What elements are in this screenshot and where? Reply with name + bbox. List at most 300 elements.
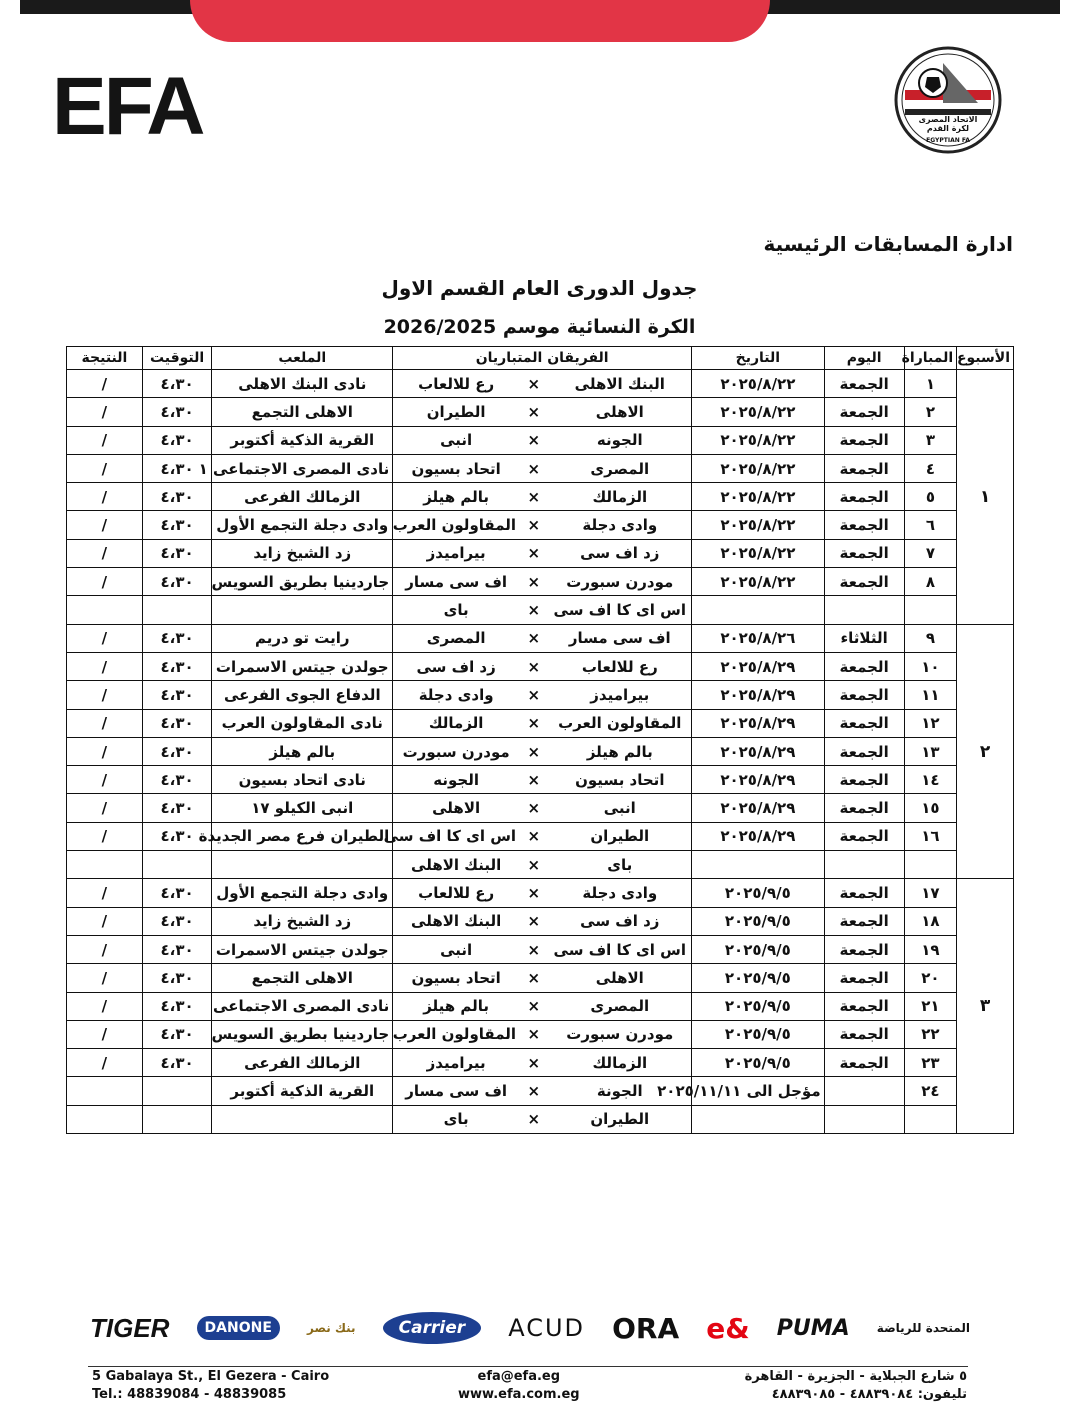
away-team-cell: اف سى مسار — [393, 568, 519, 596]
home-team-cell: الجونه — [548, 426, 691, 454]
away-team-cell: بالم هيلز — [393, 483, 519, 511]
date-cell — [692, 596, 825, 624]
date-cell: ٢٠٢٥/٨/٢٢ — [692, 454, 825, 482]
home-team-cell: باى — [548, 851, 691, 879]
table-row — [67, 879, 1014, 907]
versus-cell: × — [519, 709, 548, 737]
stadium-cell: بالم هيلز — [212, 737, 393, 765]
versus-cell: × — [519, 1105, 548, 1133]
result-cell: / — [67, 483, 143, 511]
versus-cell: × — [519, 964, 548, 992]
footer-website[interactable]: www.efa.com.eg — [458, 1387, 580, 1402]
result-cell: / — [67, 822, 143, 850]
time-cell: ٤،٣٠ — [142, 454, 211, 482]
sponsors-strip — [90, 1298, 970, 1358]
stadium-cell — [212, 1105, 393, 1133]
away-team-cell: الطيران — [393, 398, 519, 426]
versus-cell: × — [519, 794, 548, 822]
match-number-cell: ١٦ — [904, 822, 957, 850]
date-cell: ٢٠٢٥/٨/٢٦ — [692, 624, 825, 652]
match-number-cell: ١٤ — [904, 766, 957, 794]
time-cell: ٤،٣٠ — [142, 1020, 211, 1048]
result-cell — [67, 851, 143, 879]
table-row — [67, 935, 1014, 963]
stadium-cell: جاردينيا بطريق السويس — [212, 568, 393, 596]
versus-cell: × — [519, 766, 548, 794]
home-team-cell: البنك الاهلى — [548, 370, 691, 398]
home-team-cell: الطيران — [548, 1105, 691, 1133]
date-cell: ٢٠٢٥/٨/٢٢ — [692, 370, 825, 398]
day-cell: الجمعة — [824, 539, 904, 567]
date-cell — [692, 1105, 825, 1133]
versus-cell: × — [519, 624, 548, 652]
away-team-cell: وادى دجلة — [393, 681, 519, 709]
header-week: الأسبوع — [957, 347, 1014, 370]
result-cell: / — [67, 907, 143, 935]
day-cell — [824, 1105, 904, 1133]
stadium-cell: وادى دجلة التجمع الأول — [212, 511, 393, 539]
home-team-cell: الاهلى — [548, 964, 691, 992]
date-cell: ٢٠٢٥/٨/٢٢ — [692, 483, 825, 511]
day-cell: الجمعة — [824, 398, 904, 426]
result-cell: / — [67, 426, 143, 454]
stadium-cell: زد الشيخ زايد — [212, 539, 393, 567]
home-team-cell: بيراميدز — [548, 681, 691, 709]
match-number-cell: ٢٣ — [904, 1049, 957, 1077]
sponsor-united-sports-logo: المتحدة للرياضة — [876, 1321, 970, 1335]
result-cell: / — [67, 539, 143, 567]
match-number-cell: ٨ — [904, 568, 957, 596]
table-row — [67, 398, 1014, 426]
time-cell: ٤،٣٠ — [142, 935, 211, 963]
date-cell: ٢٠٢٥/٨/٢٩ — [692, 822, 825, 850]
match-number-cell: ٥ — [904, 483, 957, 511]
time-cell: ٤،٣٠ — [142, 879, 211, 907]
versus-cell: × — [519, 1020, 548, 1048]
away-team-cell: الزمالك — [393, 709, 519, 737]
stadium-cell: جولدن جيتس الاسمرات — [212, 935, 393, 963]
table-row — [67, 1049, 1014, 1077]
table-row — [67, 1105, 1014, 1133]
stadium-cell: نادى المصرى الاجتماعى — [212, 992, 393, 1020]
table-row — [67, 568, 1014, 596]
header-stadium: الملعب — [212, 347, 393, 370]
match-number-cell: ٩ — [904, 624, 957, 652]
sponsor-puma-logo: PUMA — [776, 1315, 850, 1341]
table-row — [67, 596, 1014, 624]
match-number-cell: ٢٢ — [904, 1020, 957, 1048]
match-number-cell — [904, 1105, 957, 1133]
stadium-cell: الزمالك الفرعى — [212, 483, 393, 511]
stadium-cell: الزمالك الفرعى — [212, 1049, 393, 1077]
versus-cell: × — [519, 511, 548, 539]
table-row — [67, 737, 1014, 765]
day-cell: الجمعة — [824, 426, 904, 454]
result-cell: / — [67, 964, 143, 992]
home-team-cell: اتحاد بسيون — [548, 766, 691, 794]
time-cell: ٤،٣٠ — [142, 794, 211, 822]
header-result: النتيجة — [67, 347, 143, 370]
stadium-cell: وادى دجلة التجمع الأول — [212, 879, 393, 907]
match-number-cell — [904, 596, 957, 624]
result-cell: / — [67, 737, 143, 765]
date-cell: ٢٠٢٥/٨/٢٩ — [692, 709, 825, 737]
result-cell — [67, 1105, 143, 1133]
match-number-cell: ١٠ — [904, 652, 957, 680]
date-cell: ٢٠٢٥/٩/٥ — [692, 1049, 825, 1077]
home-team-cell: وادى دجلة — [548, 511, 691, 539]
away-team-cell: اتحاد بسيون — [393, 454, 519, 482]
efa-logo: EFA — [52, 61, 203, 152]
table-header-row — [67, 347, 1014, 370]
time-cell: ٤،٣٠ — [142, 511, 211, 539]
week-number-cell: ٣ — [957, 879, 1014, 1134]
header-match: المباراة — [904, 347, 957, 370]
away-team-cell: باى — [393, 1105, 519, 1133]
table-row — [67, 511, 1014, 539]
date-cell: ٢٠٢٥/٨/٢٩ — [692, 766, 825, 794]
home-team-cell: زد اف سى — [548, 907, 691, 935]
day-cell: الجمعة — [824, 568, 904, 596]
sponsor-ora-logo: ORA — [612, 1311, 680, 1345]
day-cell: الجمعة — [824, 935, 904, 963]
time-cell: ٤،٣٠ — [142, 539, 211, 567]
sponsor-banque-misr-logo: بنك نصر — [307, 1321, 356, 1335]
week-number-cell: ٢ — [957, 624, 1014, 879]
match-number-cell: ١٧ — [904, 879, 957, 907]
away-team-cell: اس اى كا اف سى — [393, 822, 519, 850]
footer-address-ar: ٥ شارع الجبلاية - الجزيرة - القاهرة — [744, 1369, 967, 1384]
day-cell: الجمعة — [824, 964, 904, 992]
schedule-title: جدول الدورى العام القسم الاول — [381, 276, 698, 300]
result-cell: / — [67, 1020, 143, 1048]
sponsor-acud-logo: ACUD — [508, 1314, 586, 1342]
day-cell: الجمعة — [824, 879, 904, 907]
away-team-cell: رع للالعاب — [393, 370, 519, 398]
day-cell: الجمعة — [824, 709, 904, 737]
home-team-cell: الزمالك — [548, 483, 691, 511]
table-row — [67, 539, 1014, 567]
date-cell: ٢٠٢٥/٨/٢٢ — [692, 511, 825, 539]
result-cell: / — [67, 398, 143, 426]
stadium-cell: انبى الكيلو ١٧ — [212, 794, 393, 822]
footer-web-contact — [458, 1368, 580, 1404]
table-row — [67, 624, 1014, 652]
stadium-cell: نادى المصرى الاجتماعى ١ — [212, 454, 393, 482]
date-cell: ٢٠٢٥/٨/٢٢ — [692, 568, 825, 596]
versus-cell: × — [519, 568, 548, 596]
home-team-cell: الجونة — [548, 1077, 691, 1105]
result-cell — [67, 596, 143, 624]
versus-cell: × — [519, 426, 548, 454]
sponsor-etisalat-logo: e& — [706, 1311, 750, 1345]
day-cell: الجمعة — [824, 652, 904, 680]
efa-emblem — [893, 45, 1003, 155]
stadium-cell: جولدن جيتس الاسمرات — [212, 652, 393, 680]
header-teams: الفريقان المتباريان — [393, 347, 692, 370]
result-cell: / — [67, 652, 143, 680]
away-team-cell: زد اف سى — [393, 652, 519, 680]
stadium-cell: الطيران فرع مصر الجديدة — [212, 822, 393, 850]
home-team-cell: مودرن سبورت — [548, 568, 691, 596]
day-cell: الجمعة — [824, 1020, 904, 1048]
table-row — [67, 1020, 1014, 1048]
stadium-cell: رايت تو دريم — [212, 624, 393, 652]
header-date: التاريخ — [692, 347, 825, 370]
result-cell: / — [67, 624, 143, 652]
time-cell: ٤،٣٠ — [142, 652, 211, 680]
match-number-cell: ١٩ — [904, 935, 957, 963]
versus-cell: × — [519, 1049, 548, 1077]
day-cell — [824, 596, 904, 624]
table-row — [67, 766, 1014, 794]
home-team-cell: المقاولون العرب — [548, 709, 691, 737]
date-cell: مؤجل الى ٢٠٢٥/١١/١١ — [692, 1077, 825, 1105]
day-cell: الجمعة — [824, 766, 904, 794]
footer-tel-ar: تليفون: ٤٨٨٣٩٠٨٤ - ٤٨٨٣٩٠٨٥ — [771, 1387, 967, 1402]
versus-cell: × — [519, 851, 548, 879]
day-cell: الجمعة — [824, 681, 904, 709]
match-number-cell: ٦ — [904, 511, 957, 539]
home-team-cell: المصرى — [548, 992, 691, 1020]
footer-divider — [88, 1366, 968, 1367]
footer-arabic-contact — [745, 1368, 967, 1404]
away-team-cell: الجونه — [393, 766, 519, 794]
date-cell: ٢٠٢٥/٨/٢٩ — [692, 794, 825, 822]
versus-cell: × — [519, 907, 548, 935]
match-number-cell: ١١ — [904, 681, 957, 709]
day-cell: الثلاثاء — [824, 624, 904, 652]
time-cell — [142, 851, 211, 879]
day-cell: الجمعة — [824, 483, 904, 511]
day-cell: الجمعة — [824, 1049, 904, 1077]
stadium-cell: نادى البنك الاهلى — [212, 370, 393, 398]
table-row — [67, 483, 1014, 511]
stadium-cell: نادى المقاولون العرب — [212, 709, 393, 737]
day-cell: الجمعة — [824, 511, 904, 539]
day-cell — [824, 851, 904, 879]
versus-cell: × — [519, 539, 548, 567]
time-cell: ٤،٣٠ — [142, 624, 211, 652]
stadium-cell — [212, 596, 393, 624]
time-cell: ٤،٣٠ — [142, 907, 211, 935]
versus-cell: × — [519, 737, 548, 765]
emblem-text: الاتحاد المصرى لكرة القدم — [918, 115, 978, 133]
time-cell — [142, 1105, 211, 1133]
time-cell: ٤،٣٠ — [142, 766, 211, 794]
week-number-cell: ١ — [957, 370, 1014, 625]
home-team-cell: اس اى كا اف سى — [548, 596, 691, 624]
time-cell: ٤،٣٠ — [142, 737, 211, 765]
day-cell: الجمعة — [824, 907, 904, 935]
day-cell: الجمعة — [824, 992, 904, 1020]
date-cell — [692, 851, 825, 879]
sponsor-tiger-logo: TIGER — [90, 1312, 170, 1343]
match-number-cell: ٢١ — [904, 992, 957, 1020]
home-team-cell: رع للالعاب — [548, 652, 691, 680]
result-cell: / — [67, 879, 143, 907]
result-cell: / — [67, 511, 143, 539]
sponsor-carrier-logo: Carrier — [383, 1312, 481, 1344]
stadium-cell: الاهلى التجمع — [212, 398, 393, 426]
header-day: اليوم — [824, 347, 904, 370]
versus-cell: × — [519, 992, 548, 1020]
time-cell: ٤،٣٠ — [142, 426, 211, 454]
stadium-cell: زد الشيخ زايد — [212, 907, 393, 935]
footer-email[interactable]: efa@efa.eg — [477, 1369, 561, 1384]
table-row — [67, 370, 1014, 398]
time-cell: ٤،٣٠ — [142, 568, 211, 596]
result-cell: / — [67, 766, 143, 794]
stadium-cell: الدفاع الجوى الفرعى — [212, 681, 393, 709]
time-cell: ٤،٣٠ — [142, 398, 211, 426]
result-cell: / — [67, 992, 143, 1020]
result-cell: / — [67, 709, 143, 737]
date-cell: ٢٠٢٥/٩/٥ — [692, 935, 825, 963]
day-cell: الجمعة — [824, 822, 904, 850]
result-cell: / — [67, 1049, 143, 1077]
schedule-table — [66, 346, 1014, 1134]
top-red-banner — [190, 0, 770, 42]
away-team-cell: انبى — [393, 935, 519, 963]
stadium-cell: القرية الذكية أكتوبر — [212, 1077, 393, 1105]
match-number-cell: ٤ — [904, 454, 957, 482]
versus-cell: × — [519, 370, 548, 398]
department-title: ادارة المسابقات الرئيسية — [763, 232, 1013, 256]
day-cell: الجمعة — [824, 794, 904, 822]
header-time: التوقيت — [142, 347, 211, 370]
match-number-cell — [904, 851, 957, 879]
versus-cell: × — [519, 596, 548, 624]
day-cell: الجمعة — [824, 737, 904, 765]
time-cell: ٤،٣٠ — [142, 370, 211, 398]
sponsor-danone-logo: DANONE — [197, 1316, 280, 1340]
stadium-cell: جاردينيا بطريق السويس — [212, 1020, 393, 1048]
match-number-cell: ١٥ — [904, 794, 957, 822]
home-team-cell: بالم هيلز — [548, 737, 691, 765]
match-number-cell: ٣ — [904, 426, 957, 454]
match-number-cell: ١٨ — [904, 907, 957, 935]
result-cell: / — [67, 568, 143, 596]
away-team-cell: البنك الاهلى — [393, 907, 519, 935]
stadium-cell — [212, 851, 393, 879]
away-team-cell: البنك الاهلى — [393, 851, 519, 879]
versus-cell: × — [519, 935, 548, 963]
stadium-cell: نادى اتحاد بسيون — [212, 766, 393, 794]
versus-cell: × — [519, 1077, 548, 1105]
time-cell: ٤،٣٠ — [142, 964, 211, 992]
home-team-cell: الطيران — [548, 822, 691, 850]
table-row — [67, 709, 1014, 737]
date-cell: ٢٠٢٥/٩/٥ — [692, 964, 825, 992]
date-cell: ٢٠٢٥/٨/٢٢ — [692, 398, 825, 426]
date-cell: ٢٠٢٥/٩/٥ — [692, 1020, 825, 1048]
match-number-cell: ٧ — [904, 539, 957, 567]
home-team-cell: اس اى كا اف سى — [548, 935, 691, 963]
time-cell: ٤،٣٠ — [142, 709, 211, 737]
table-row — [67, 992, 1014, 1020]
time-cell: ٤،٣٠ — [142, 483, 211, 511]
date-cell: ٢٠٢٥/٨/٢٩ — [692, 681, 825, 709]
versus-cell: × — [519, 398, 548, 426]
schedule-body — [67, 370, 1014, 1134]
time-cell — [142, 596, 211, 624]
away-team-cell: بيراميدز — [393, 1049, 519, 1077]
date-cell: ٢٠٢٥/٨/٢٢ — [692, 539, 825, 567]
result-cell: / — [67, 681, 143, 709]
time-cell: ٤،٣٠ — [142, 822, 211, 850]
date-cell: ٢٠٢٥/٨/٢٢ — [692, 426, 825, 454]
match-number-cell: ٢ — [904, 398, 957, 426]
time-cell: ٤،٣٠ — [142, 992, 211, 1020]
match-number-cell: ١ — [904, 370, 957, 398]
home-team-cell: الزمالك — [548, 1049, 691, 1077]
day-cell — [824, 1077, 904, 1105]
home-team-cell: الاهلى — [548, 398, 691, 426]
table-row — [67, 964, 1014, 992]
home-team-cell: مودرن سبورت — [548, 1020, 691, 1048]
table-row — [67, 652, 1014, 680]
away-team-cell: انبى — [393, 426, 519, 454]
home-team-cell: انبى — [548, 794, 691, 822]
away-team-cell: المقاولون العرب — [393, 511, 519, 539]
match-number-cell: ٢٠ — [904, 964, 957, 992]
day-cell: الجمعة — [824, 370, 904, 398]
footer-english-contact — [92, 1368, 329, 1404]
away-team-cell: اف سى مسار — [393, 1077, 519, 1105]
table-row — [67, 454, 1014, 482]
date-cell: ٢٠٢٥/٨/٢٩ — [692, 737, 825, 765]
date-cell: ٢٠٢٥/٩/٥ — [692, 879, 825, 907]
away-team-cell: مودرن سبورت — [393, 737, 519, 765]
away-team-cell: باى — [393, 596, 519, 624]
table-row — [67, 851, 1014, 879]
away-team-cell: اتحاد بسيون — [393, 964, 519, 992]
result-cell: / — [67, 794, 143, 822]
match-number-cell: ١٢ — [904, 709, 957, 737]
day-cell: الجمعة — [824, 454, 904, 482]
stadium-cell: القرية الذكية أكتوبر — [212, 426, 393, 454]
away-team-cell: المقاولون العرب — [393, 1020, 519, 1048]
match-number-cell: ١٣ — [904, 737, 957, 765]
away-team-cell: الاهلى — [393, 794, 519, 822]
table-row — [67, 426, 1014, 454]
away-team-cell: بالم هيلز — [393, 992, 519, 1020]
footer-address-en: 5 Gabalaya St., El Gezera - Cairo — [92, 1369, 330, 1384]
home-team-cell: المصرى — [548, 454, 691, 482]
versus-cell: × — [519, 681, 548, 709]
table-row — [67, 907, 1014, 935]
schedule-subtitle: الكرة النسائية موسم 2026/2025 — [383, 316, 696, 338]
time-cell — [142, 1077, 211, 1105]
table-row — [67, 681, 1014, 709]
date-cell: ٢٠٢٥/٩/٥ — [692, 907, 825, 935]
away-team-cell: المصرى — [393, 624, 519, 652]
table-row — [67, 822, 1014, 850]
versus-cell: × — [519, 483, 548, 511]
match-number-cell: ٢٤ — [904, 1077, 957, 1105]
home-team-cell: زد اف سى — [548, 539, 691, 567]
table-row — [67, 794, 1014, 822]
date-cell: ٢٠٢٥/٩/٥ — [692, 992, 825, 1020]
footer-tel-en: Tel.: 48839084 - 48839085 — [92, 1387, 287, 1402]
home-team-cell: اف سى مسار — [548, 624, 691, 652]
date-cell: ٢٠٢٥/٨/٢٩ — [692, 652, 825, 680]
versus-cell: × — [519, 822, 548, 850]
versus-cell: × — [519, 454, 548, 482]
time-cell: ٤،٣٠ — [142, 681, 211, 709]
stadium-cell: الاهلى التجمع — [212, 964, 393, 992]
